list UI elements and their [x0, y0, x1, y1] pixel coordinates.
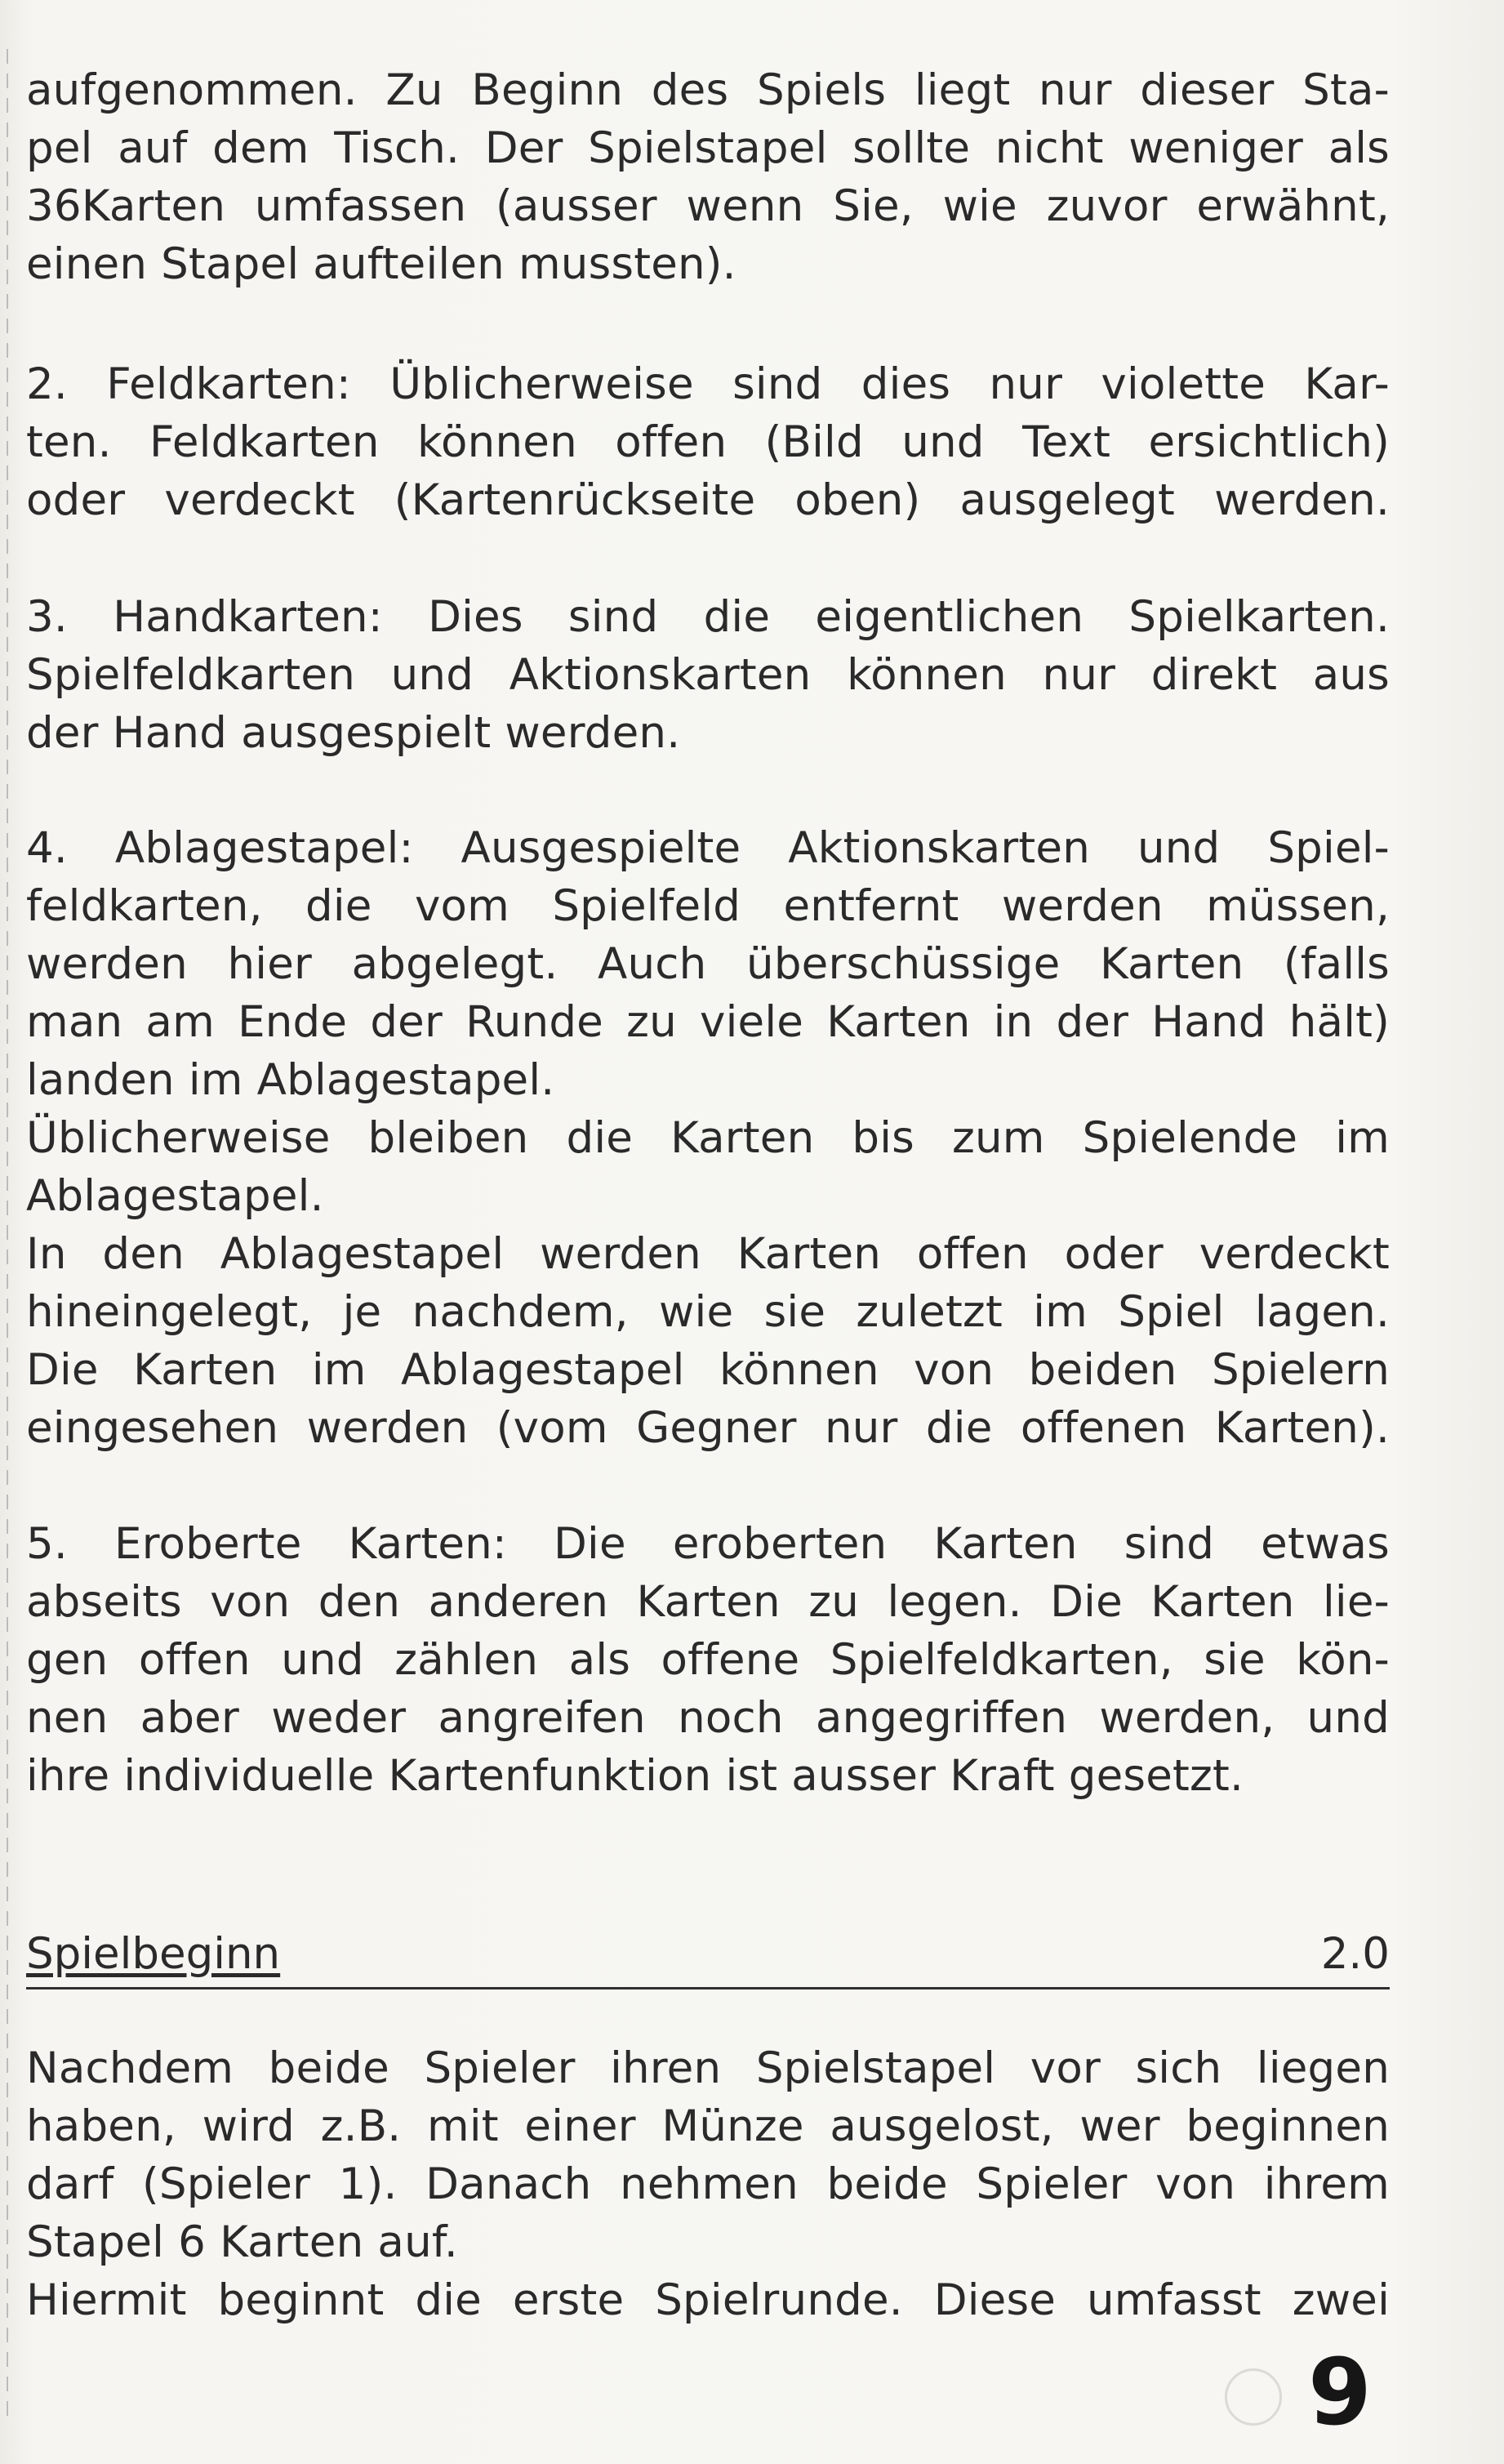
text-line: In den Ablagestapel werden Karten offen oder verdeckt [26, 1229, 1390, 1279]
text-line: Stapel 6 Karten auf. [26, 2217, 458, 2267]
item-feldkarten [26, 355, 1390, 529]
text-line: 2. Feldkarten: Üblicherweise sind dies nur violette Kar- [26, 359, 1390, 409]
text-line: ihre individuelle Kartenfunktion ist ausser Kraft gesetzt. [26, 1751, 1244, 1801]
text-line: Spielfeldkarten und Aktionskarten können nur direkt aus [26, 650, 1390, 700]
intro-paragraph [26, 61, 1390, 293]
text-line: werden hier abgelegt. Auch überschüssige Karten (falls [26, 939, 1390, 989]
page-edge-rule [7, 49, 8, 2417]
text-line: hineingelegt, je nachdem, wie sie zuletzt im Spiel lagen. [26, 1287, 1390, 1337]
section-heading [26, 1922, 1390, 1989]
text-line: Nachdem beide Spieler ihren Spielstapel vor sich liegen [26, 2043, 1390, 2093]
text-line: darf (Spieler 1). Danach nehmen beide Spieler von ihrem [26, 2159, 1390, 2209]
text-line: Die Karten im Ablagestapel können von beiden Spielern [26, 1345, 1390, 1395]
text-line: Üblicherweise bleiben die Karten bis zum Spielende im [26, 1113, 1390, 1163]
text-line: aufgenommen. Zu Beginn des Spiels liegt nur dieser Sta- [26, 65, 1390, 115]
text-line: landen im Ablagestapel. [26, 1055, 555, 1105]
item-eroberte-karten [26, 1515, 1390, 1805]
text-line: eingesehen werden (vom Gegner nur die offenen Karten). [26, 1403, 1390, 1453]
text-line: 3. Handkarten: Dies sind die eigentlichen Spielkarten. [26, 592, 1390, 642]
section-number: 2.0 [1320, 1929, 1390, 1979]
text-line: haben, wird z.B. mit einer Münze ausgelost, wer beginnen [26, 2101, 1390, 2151]
text-line: oder verdeckt (Kartenrückseite oben) ausgelegt werden. [26, 475, 1390, 525]
text-line: feldkarten, die vom Spielfeld entfernt werden müssen, [26, 881, 1390, 931]
text-line: abseits von den anderen Karten zu legen. Die Karten lie- [26, 1577, 1390, 1627]
bleed-circle-decoration [1225, 2368, 1282, 2426]
text-line: Hiermit beginnt die erste Spielrunde. Diese umfasst zwei [26, 2275, 1390, 2325]
text-line: man am Ende der Runde zu viele Karten in der Hand hält) [26, 997, 1390, 1047]
text-line: 4. Ablagestapel: Ausgespielte Aktionskarten und Spiel- [26, 823, 1390, 873]
page-number: 9 [1308, 2340, 1372, 2446]
text-line: der Hand ausgespielt werden. [26, 708, 681, 758]
text-line: pel auf dem Tisch. Der Spielstapel sollte nicht weniger als [26, 123, 1390, 173]
spielbeginn-paragraph [26, 2039, 1390, 2329]
item-handkarten [26, 588, 1390, 762]
text-line: nen aber weder angreifen noch angegriffen werden, und [26, 1693, 1390, 1743]
text-line: 5. Eroberte Karten: Die eroberten Karten sind etwas [26, 1519, 1390, 1569]
item-ablagestapel [26, 819, 1390, 1457]
text-line: ten. Feldkarten können offen (Bild und Text ersichtlich) [26, 417, 1390, 467]
text-line: gen offen und zählen als offene Spielfeldkarten, sie kön- [26, 1635, 1390, 1685]
text-line: 36Karten umfassen (ausser wenn Sie, wie zuvor erwähnt, [26, 181, 1390, 231]
section-title: Spielbeginn [26, 1929, 281, 1979]
text-line: einen Stapel aufteilen mussten). [26, 239, 736, 289]
text-line: Ablagestapel. [26, 1171, 324, 1221]
